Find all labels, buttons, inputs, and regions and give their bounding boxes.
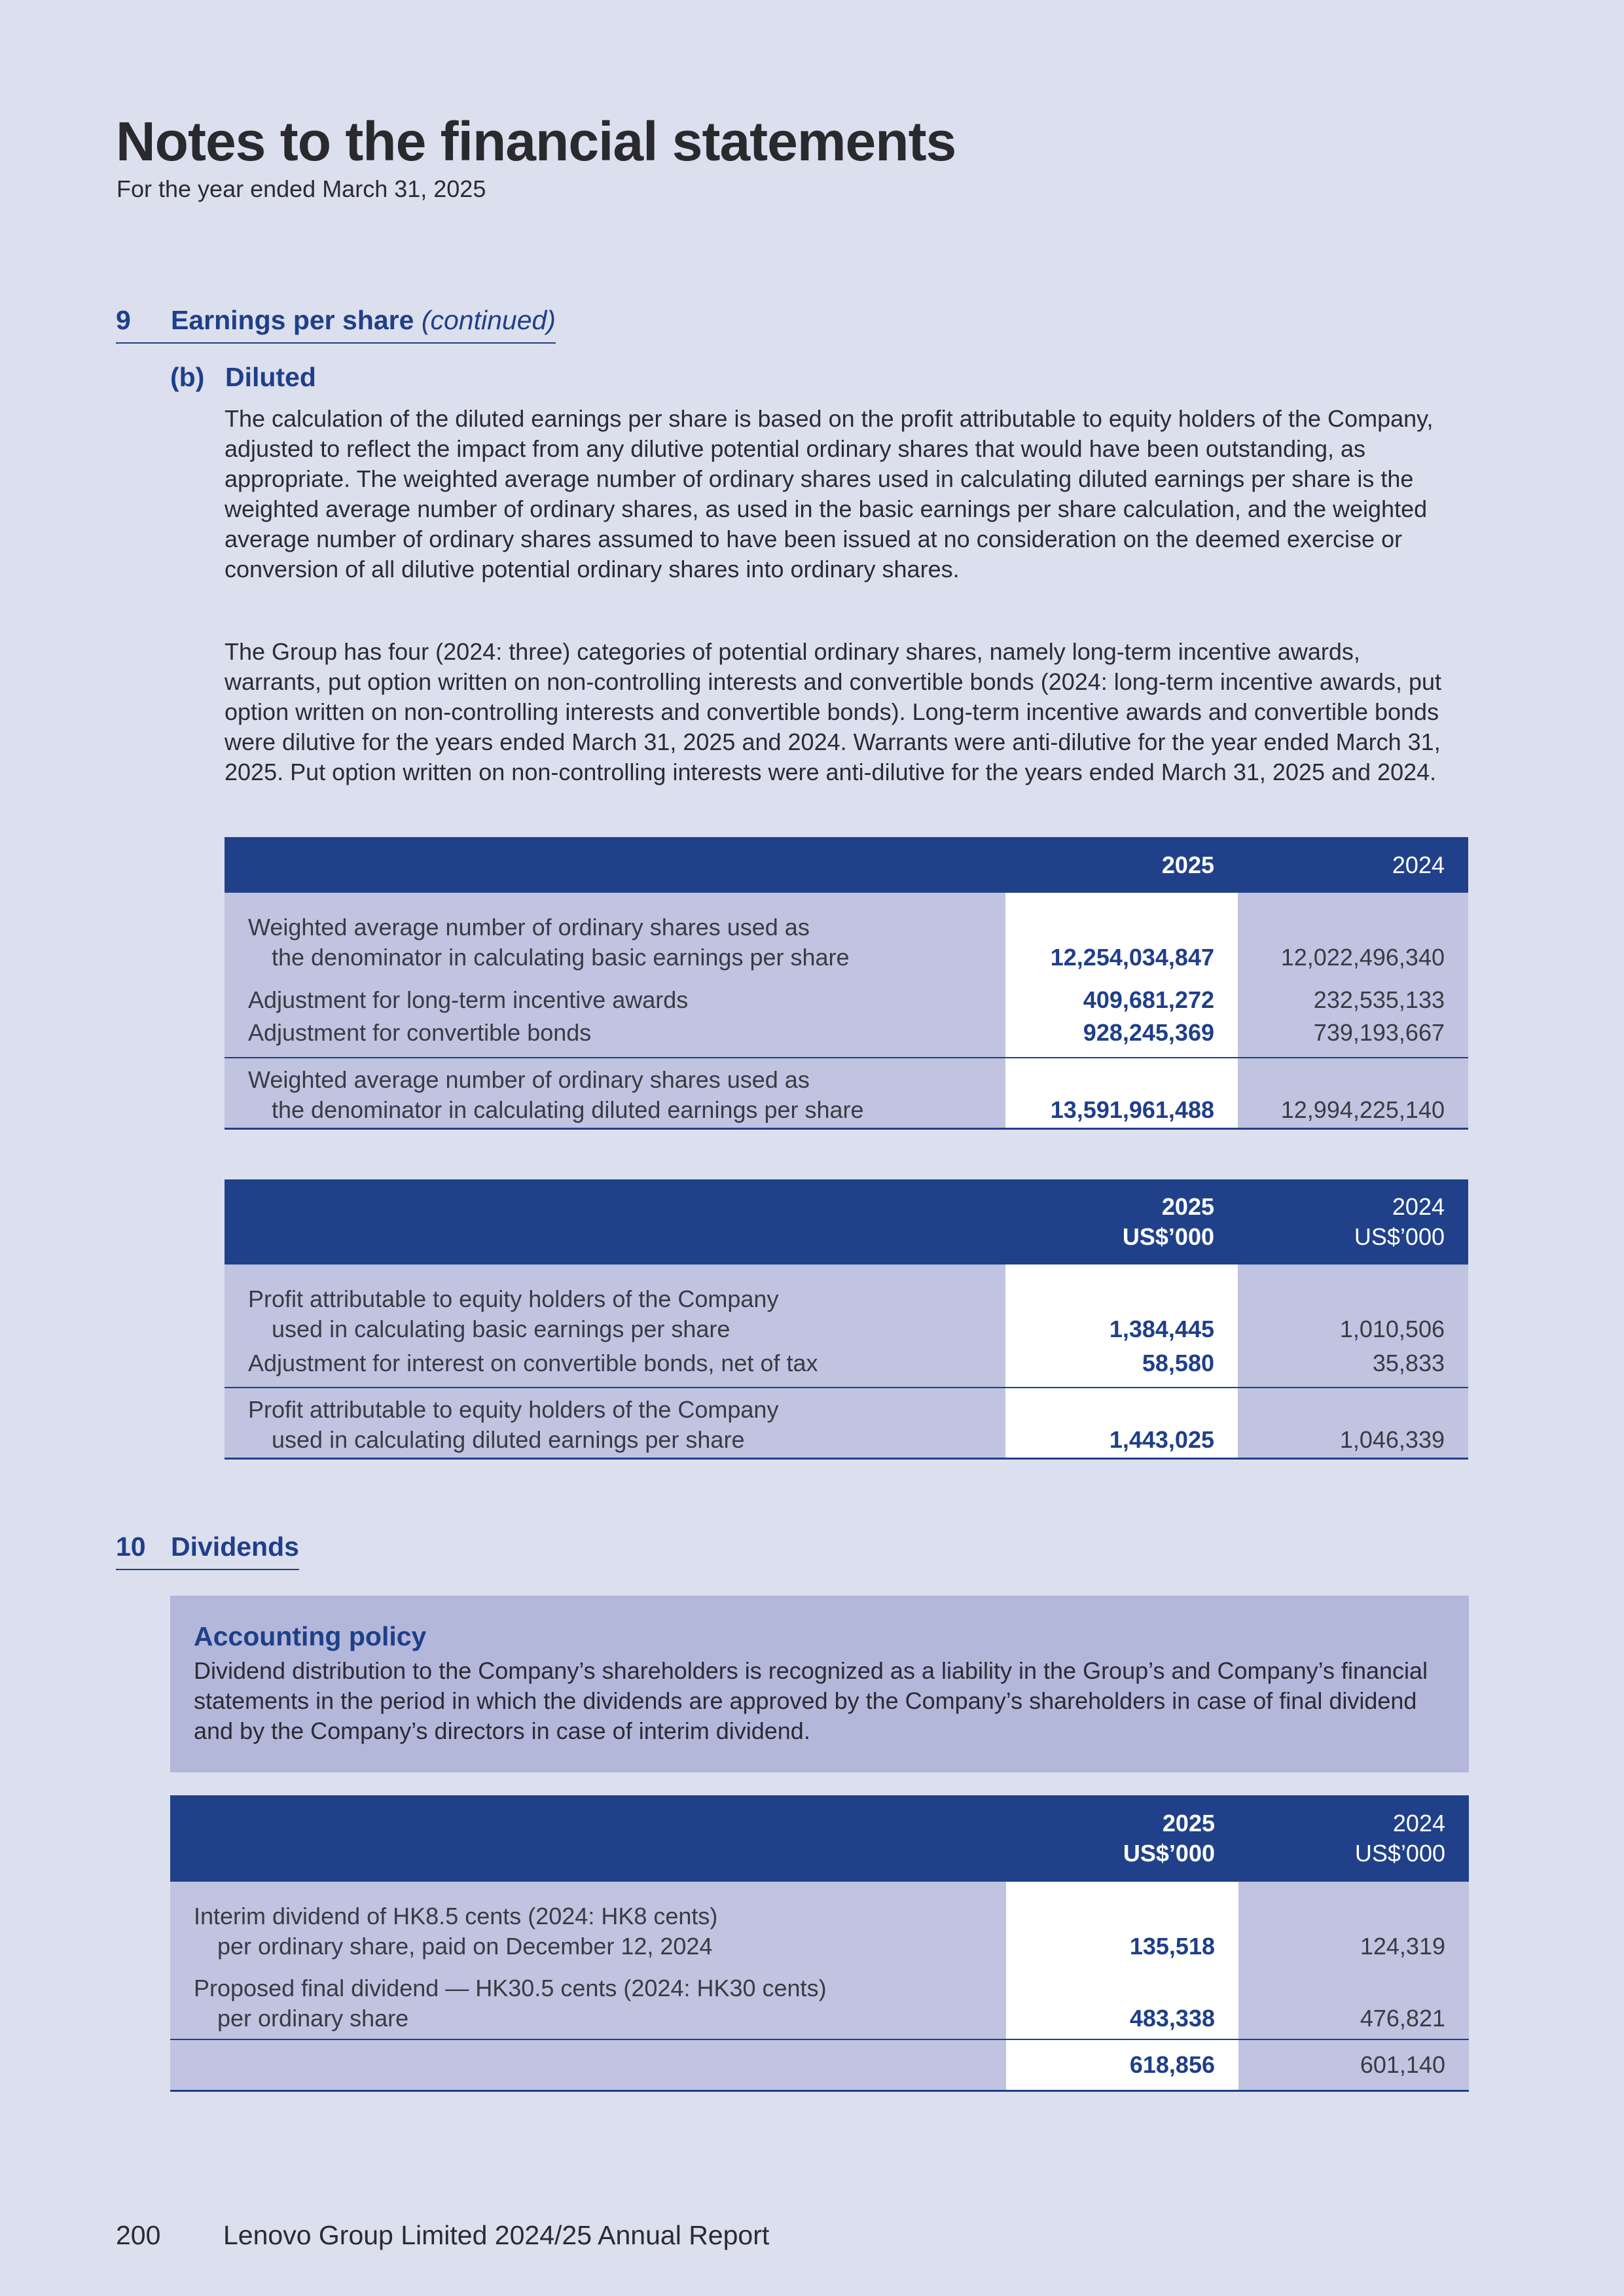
publication-name: Lenovo Group Limited 2024/25 Annual Report (223, 2220, 770, 2250)
page-subtitle: For the year ended March 31, 2025 (117, 175, 486, 202)
total-value-2024: 601,140 (1238, 2039, 1469, 2090)
subsection-heading-diluted (170, 362, 316, 393)
row-label: Adjustment for interest on convertible bonds, net of tax (225, 1344, 1005, 1388)
value-2025: 483,338 (1006, 1962, 1238, 2039)
value-2024: 476,821 (1238, 1962, 1469, 2039)
row-label-cont: the denominator in calculating diluted earnings per share (272, 1096, 864, 1123)
table-row (225, 1344, 1468, 1388)
value-2024: 232,535,133 (1238, 973, 1468, 1015)
accounting-policy-box (170, 1596, 1469, 1772)
table-header-blank (225, 1179, 1005, 1265)
section-title: Dividends (171, 1532, 299, 1562)
value-2025: 12,254,034,847 (1005, 912, 1238, 973)
column-header-2024: 2024 US$’000 (1238, 1179, 1468, 1265)
row-label-cont: the denominator in calculating basic earnings per share (272, 944, 850, 971)
row-label: Weighted average number of ordinary shares used as (248, 1066, 810, 1093)
table-row (225, 1015, 1468, 1058)
section-continued: (continued) (421, 305, 556, 335)
value-2025: 58,580 (1005, 1344, 1238, 1388)
row-label: Adjustment for convertible bonds (225, 1015, 1005, 1058)
total-value-2025: 13,591,961,488 (1005, 1058, 1238, 1129)
subsection-letter: (b) (170, 362, 205, 392)
section-heading-dividends (116, 1532, 299, 1570)
table-row (225, 973, 1468, 1015)
row-label-cont: per ordinary share, paid on December 12, 2024 (217, 1933, 713, 1960)
column-header-2025: 2025 US$’000 (1005, 1179, 1238, 1265)
row-label-cont: per ordinary share (217, 2005, 409, 2032)
accounting-policy-title: Accounting policy (194, 1621, 427, 1651)
value-2024: 1,010,506 (1238, 1284, 1468, 1344)
row-label: Weighted average number of ordinary shares used as (248, 914, 810, 941)
section-number: 9 (116, 305, 131, 335)
table-dividends (170, 1795, 1469, 2092)
row-label-cont: used in calculating basic earnings per share (272, 1316, 731, 1342)
table-total-row (170, 2039, 1469, 2090)
total-value-2025: 618,856 (1006, 2039, 1238, 2090)
table-header-blank (225, 837, 1005, 893)
total-value-2025: 1,443,025 (1005, 1388, 1238, 1459)
section-heading-earnings-per-share (116, 305, 556, 344)
table-row (170, 1901, 1469, 1962)
table-profit-attributable (225, 1179, 1468, 1460)
column-header-2024: 2024 US$’000 (1238, 1795, 1469, 1882)
page-number: 200 (116, 2220, 161, 2250)
table-row (170, 1962, 1469, 2039)
row-label: Profit attributable to equity holders of the Company (248, 1396, 779, 1423)
total-value-2024: 12,994,225,140 (1238, 1058, 1468, 1129)
row-label: Adjustment for long-term incentive awards (225, 973, 1005, 1015)
value-2024: 124,319 (1238, 1901, 1469, 1962)
table-total-row (225, 1388, 1468, 1459)
value-2024: 12,022,496,340 (1238, 912, 1468, 973)
subsection-title: Diluted (225, 362, 316, 392)
paragraph-diluted-calculation: The calculation of the diluted earnings per share is based on the profit attributable to equity holders of the Company, adjusted to reflect the impact from any dilutive potential ordinary shares that would have been outstanding, as appropriate. The weighted average number of ordinary shares used in calculating diluted earnings per share is the weighted average number of ordinary shares, as used in the basic earnings per share calculation, and the weighted average number of ordinary shares assumed to have been issued at no consideration on the deemed exercise or conversion of all dilutive potential ordinary shares into ordinary shares. (225, 405, 1434, 583)
column-header-2025: 2025 US$’000 (1006, 1795, 1238, 1882)
table-total-row (225, 1058, 1468, 1129)
value-2024: 35,833 (1238, 1344, 1468, 1388)
column-header-2025: 2025 (1005, 837, 1238, 893)
section-number: 10 (116, 1532, 146, 1562)
column-header-2024: 2024 (1238, 837, 1468, 893)
accounting-policy-text: Dividend distribution to the Company’s shareholders is recognized as a liability in the Group’s and Company’s financial statements in the period in which the dividends are approved by the Company’s shareholders in case of final dividend and by the Company’s directors in case of interim dividend. (194, 1657, 1428, 1744)
total-value-2024: 1,046,339 (1238, 1388, 1468, 1459)
table-row (225, 1284, 1468, 1344)
section-title: Earnings per share (171, 305, 414, 335)
value-2025: 135,518 (1006, 1901, 1238, 1962)
value-2025: 409,681,272 (1005, 973, 1238, 1015)
row-label: Profit attributable to equity holders of the Company (248, 1285, 779, 1312)
table-weighted-average-shares (225, 837, 1468, 1130)
row-label: Proposed final dividend — HK30.5 cents (2024: HK30 cents) (194, 1975, 827, 2001)
row-label-cont: used in calculating diluted earnings per share (272, 1426, 745, 1453)
page-title: Notes to the financial statements (116, 111, 956, 172)
value-2025: 1,384,445 (1005, 1284, 1238, 1344)
paragraph-potential-shares: The Group has four (2024: three) categories of potential ordinary shares, namely long-term incentive awards, warrants, put option written on non-controlling interests and convertible bonds (2024: long-term incentive awards, put option written on non-controlling interests and convertible bonds). Long-term incentive awards and convertible bonds were dilutive for the years ended March 31, 2025 and 2024. Warrants were anti-dilutive for the year ended March 31, 2025. Put option written on non-controlling interests were anti-dilutive for the years ended March 31, 2025 and 2024. (225, 638, 1442, 785)
value-2025: 928,245,369 (1005, 1015, 1238, 1058)
value-2024: 739,193,667 (1238, 1015, 1468, 1058)
table-header-blank (170, 1795, 1006, 1882)
row-label: Interim dividend of HK8.5 cents (2024: HK8 cents) (194, 1903, 718, 1929)
table-row (225, 912, 1468, 973)
